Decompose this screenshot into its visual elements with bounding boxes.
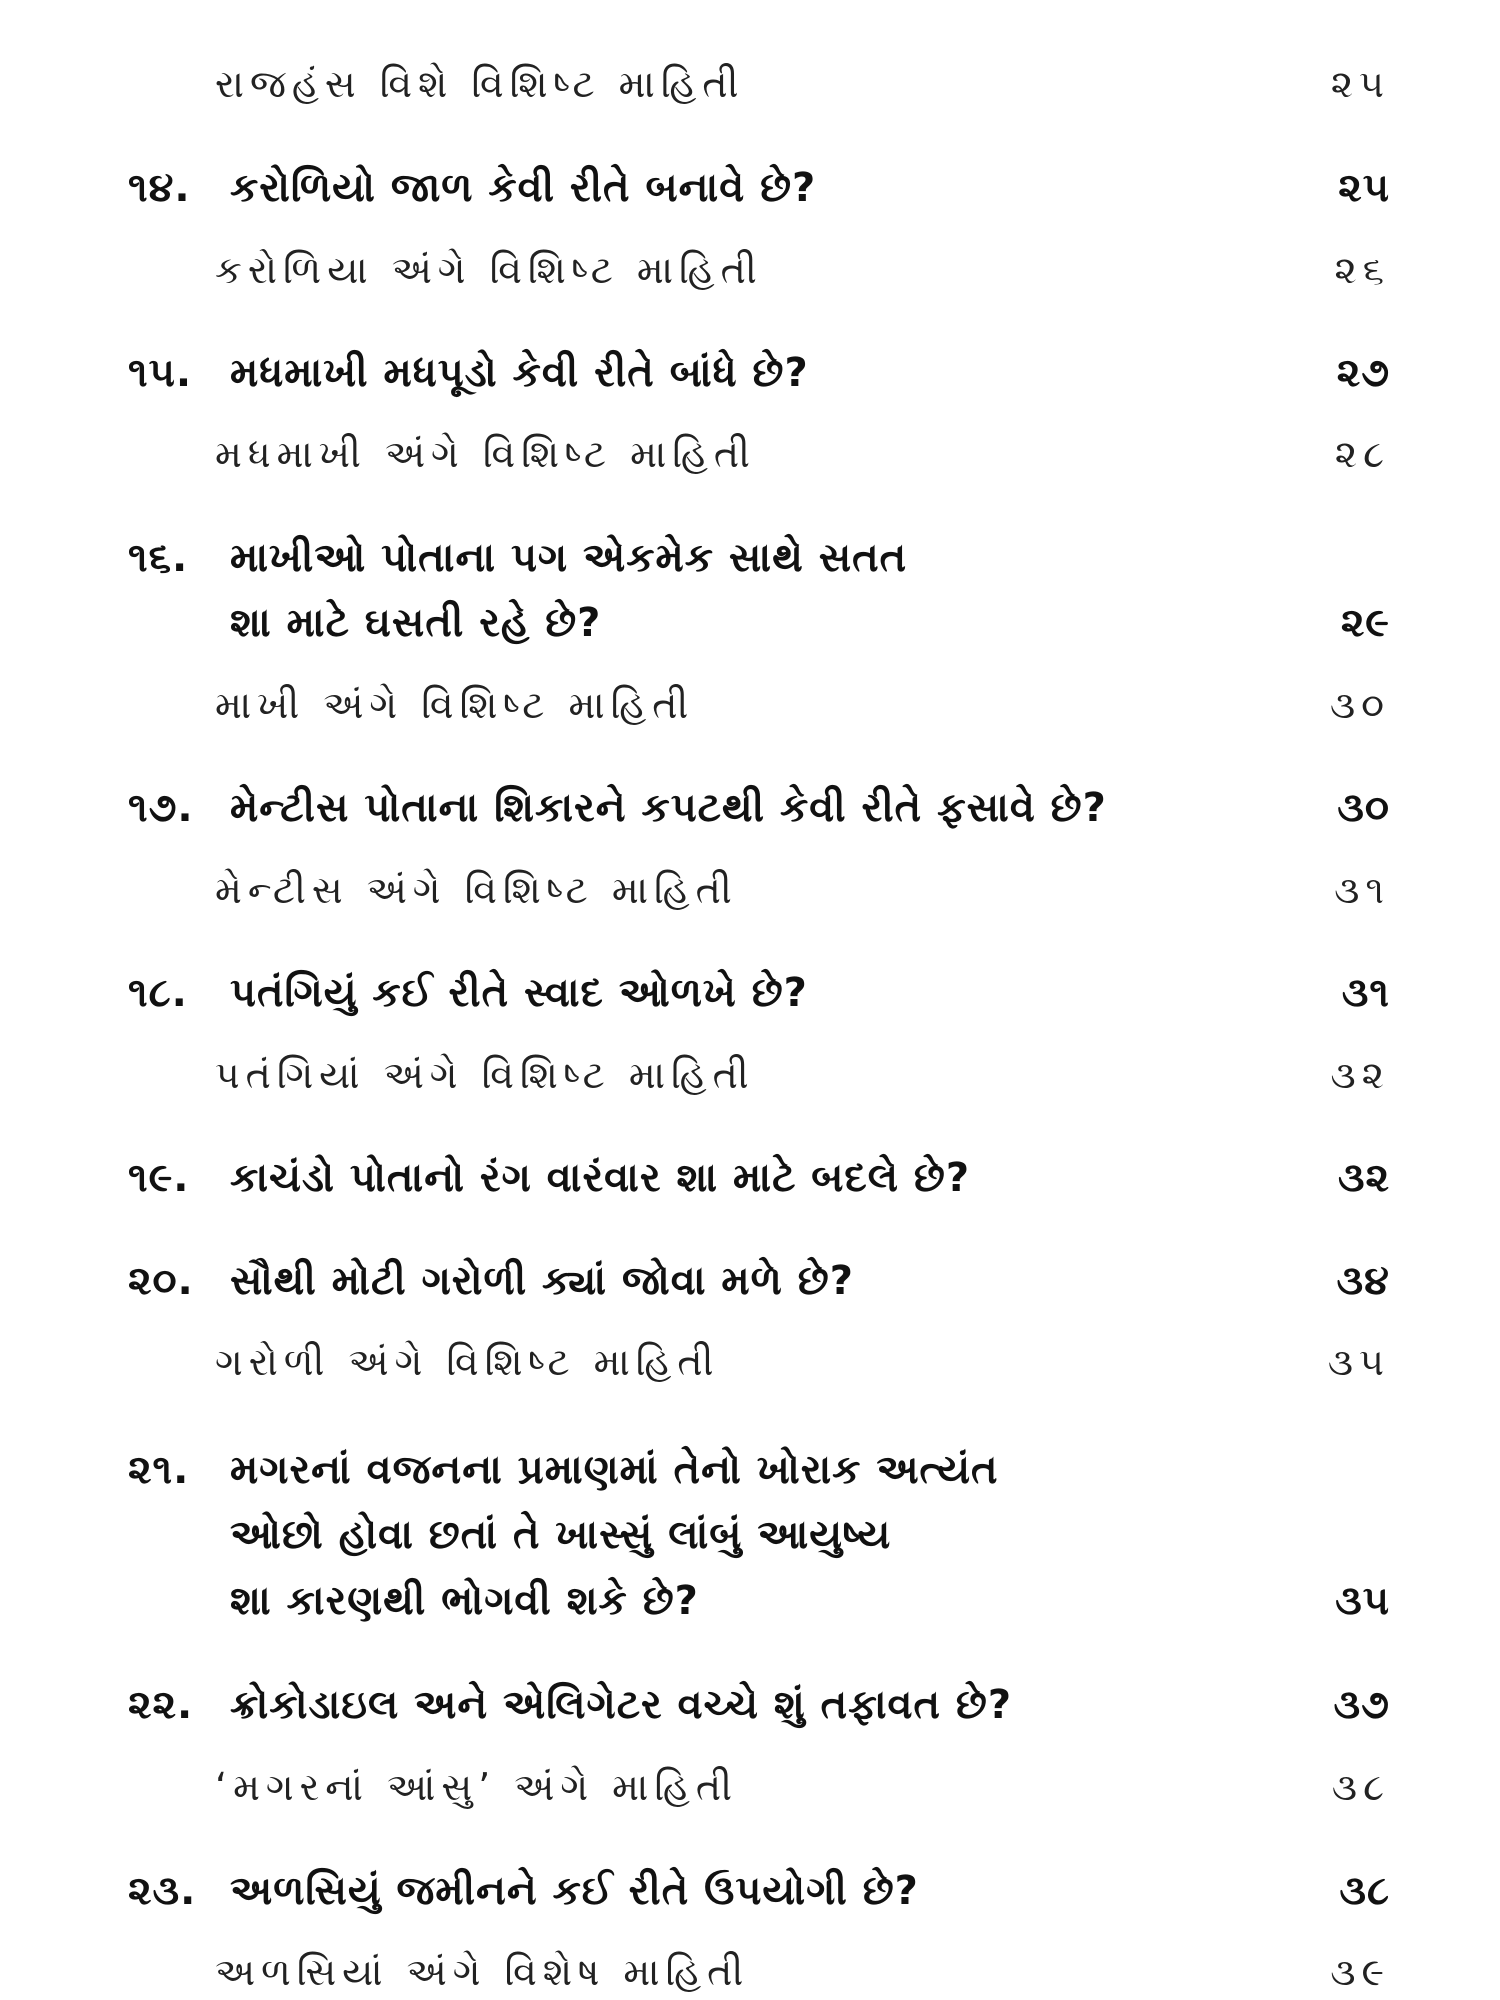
toc-page-number: ૩૨ [1337,1155,1390,1201]
toc-entry-title: રાજહંસ વિશે વિશિષ્ટ માહિતી [215,62,745,106]
toc-page-number: ૨૬ [1334,248,1390,292]
toc-page-number: ૨૭ [1336,350,1390,396]
toc-entry-title: અળસિયાં અંગે વિશેષ માહિતી [215,1950,750,1994]
toc-entry-number: ૧૯. [128,1155,190,1201]
toc-page-number: ૩૮ [1339,1868,1390,1914]
toc-entry-title: મેન્ટીસ પોતાના શિકારને કપટથી કેવી રીતે ફસાવે છે? [230,785,1107,831]
toc-entry-title: સૌથી મોટી ગરોળી ક્યાં જોવા મળે છે? [230,1258,854,1304]
toc-page-number: ૩૯ [1330,1950,1390,1994]
toc-entry-title: શા કારણથી ભોગવી શકે છે? [230,1578,699,1624]
toc-entry-title: પતંગિયું કઈ રીતે સ્વાદ ઓળખે છે? [230,970,808,1016]
toc-page-number: ૩૭ [1333,1682,1390,1728]
toc-entry-title: કાચંડો પોતાનો રંગ વારંવાર શા માટે બદલે છે? [230,1155,971,1201]
toc-entry-title: ગરોળી અંગે વિશિષ્ટ માહિતી [215,1340,720,1384]
toc-entry-number: ૨૨. [128,1682,194,1728]
toc-entry-title: ‘મગરનાં આંસુ’ અંગે માહિતી [215,1765,738,1809]
toc-entry-title: મધમાખી અંગે વિશિષ્ટ માહિતી [215,432,756,476]
toc-entry-title: મગરનાં વજનના પ્રમાણમાં તેનો ખોરાક અત્યંત [230,1447,999,1493]
toc-entry-title: માખી અંગે વિશિષ્ટ માહિતી [215,683,695,727]
toc-entry-number: ૧૫. [128,350,193,396]
toc-entry-number: ૧૪. [128,165,191,211]
toc-page-number: ૨૫ [1338,165,1390,211]
toc-page-number: ૩૦ [1329,683,1390,727]
toc-entry-title: પતંગિયાં અંગે વિશિષ્ટ માહિતી [215,1053,755,1097]
toc-entry-title: કરોળિયો જાળ કેવી રીતે બનાવે છે? [230,165,817,211]
toc-entry-title: ઓછો હોવા છતાં તે ખાસ્સું લાંબું આયુષ્ય [230,1512,892,1558]
toc-page-number: ૨૫ [1330,62,1390,106]
toc-page-number: ૩૮ [1331,1765,1390,1809]
toc-page-number: ૨૮ [1334,432,1390,476]
toc-entry-number: ૧૮. [128,970,188,1016]
toc-entry-title: શા માટે ઘસતી રહે છે? [230,600,602,646]
toc-entry-number: ૨૧. [128,1447,190,1493]
toc-entry-number: ૨૩. [128,1868,197,1914]
toc-entry-title: મધમાખી મધપૂડો કેવી રીતે બાંધે છે? [230,350,809,396]
toc-entry-number: ૧૬. [128,535,189,581]
toc-entry-number: ૧૭. [128,785,194,831]
toc-entry-title: મેન્ટીસ અંગે વિશિષ્ટ માહિતી [215,868,738,912]
toc-page-number: ૩૫ [1327,1340,1390,1384]
toc-page-number: ૩૧ [1334,868,1390,912]
toc-entry-title: ક્રોકોડાઇલ અને એલિગેટર વચ્ચે શું તફાવત છે? [230,1682,1013,1728]
toc-page-number: ૩૫ [1335,1578,1390,1624]
toc-page-number: ૩૧ [1341,970,1390,1016]
toc-entry-title: કરોળિયા અંગે વિશિષ્ટ માહિતી [215,248,763,292]
toc-page-number: ૨૯ [1340,600,1390,646]
toc-page-number: ૩૦ [1337,785,1390,831]
toc-entry-title: અળસિયું જમીનને કઈ રીતે ઉપયોગી છે? [230,1868,919,1914]
toc-page-number: ૩૪ [1336,1258,1390,1304]
toc-entry-number: ૨૦. [128,1258,194,1304]
toc-entry-title: માખીઓ પોતાના પગ એકમેક સાથે સતત [230,535,908,581]
toc-page-number: ૩૨ [1330,1053,1390,1097]
